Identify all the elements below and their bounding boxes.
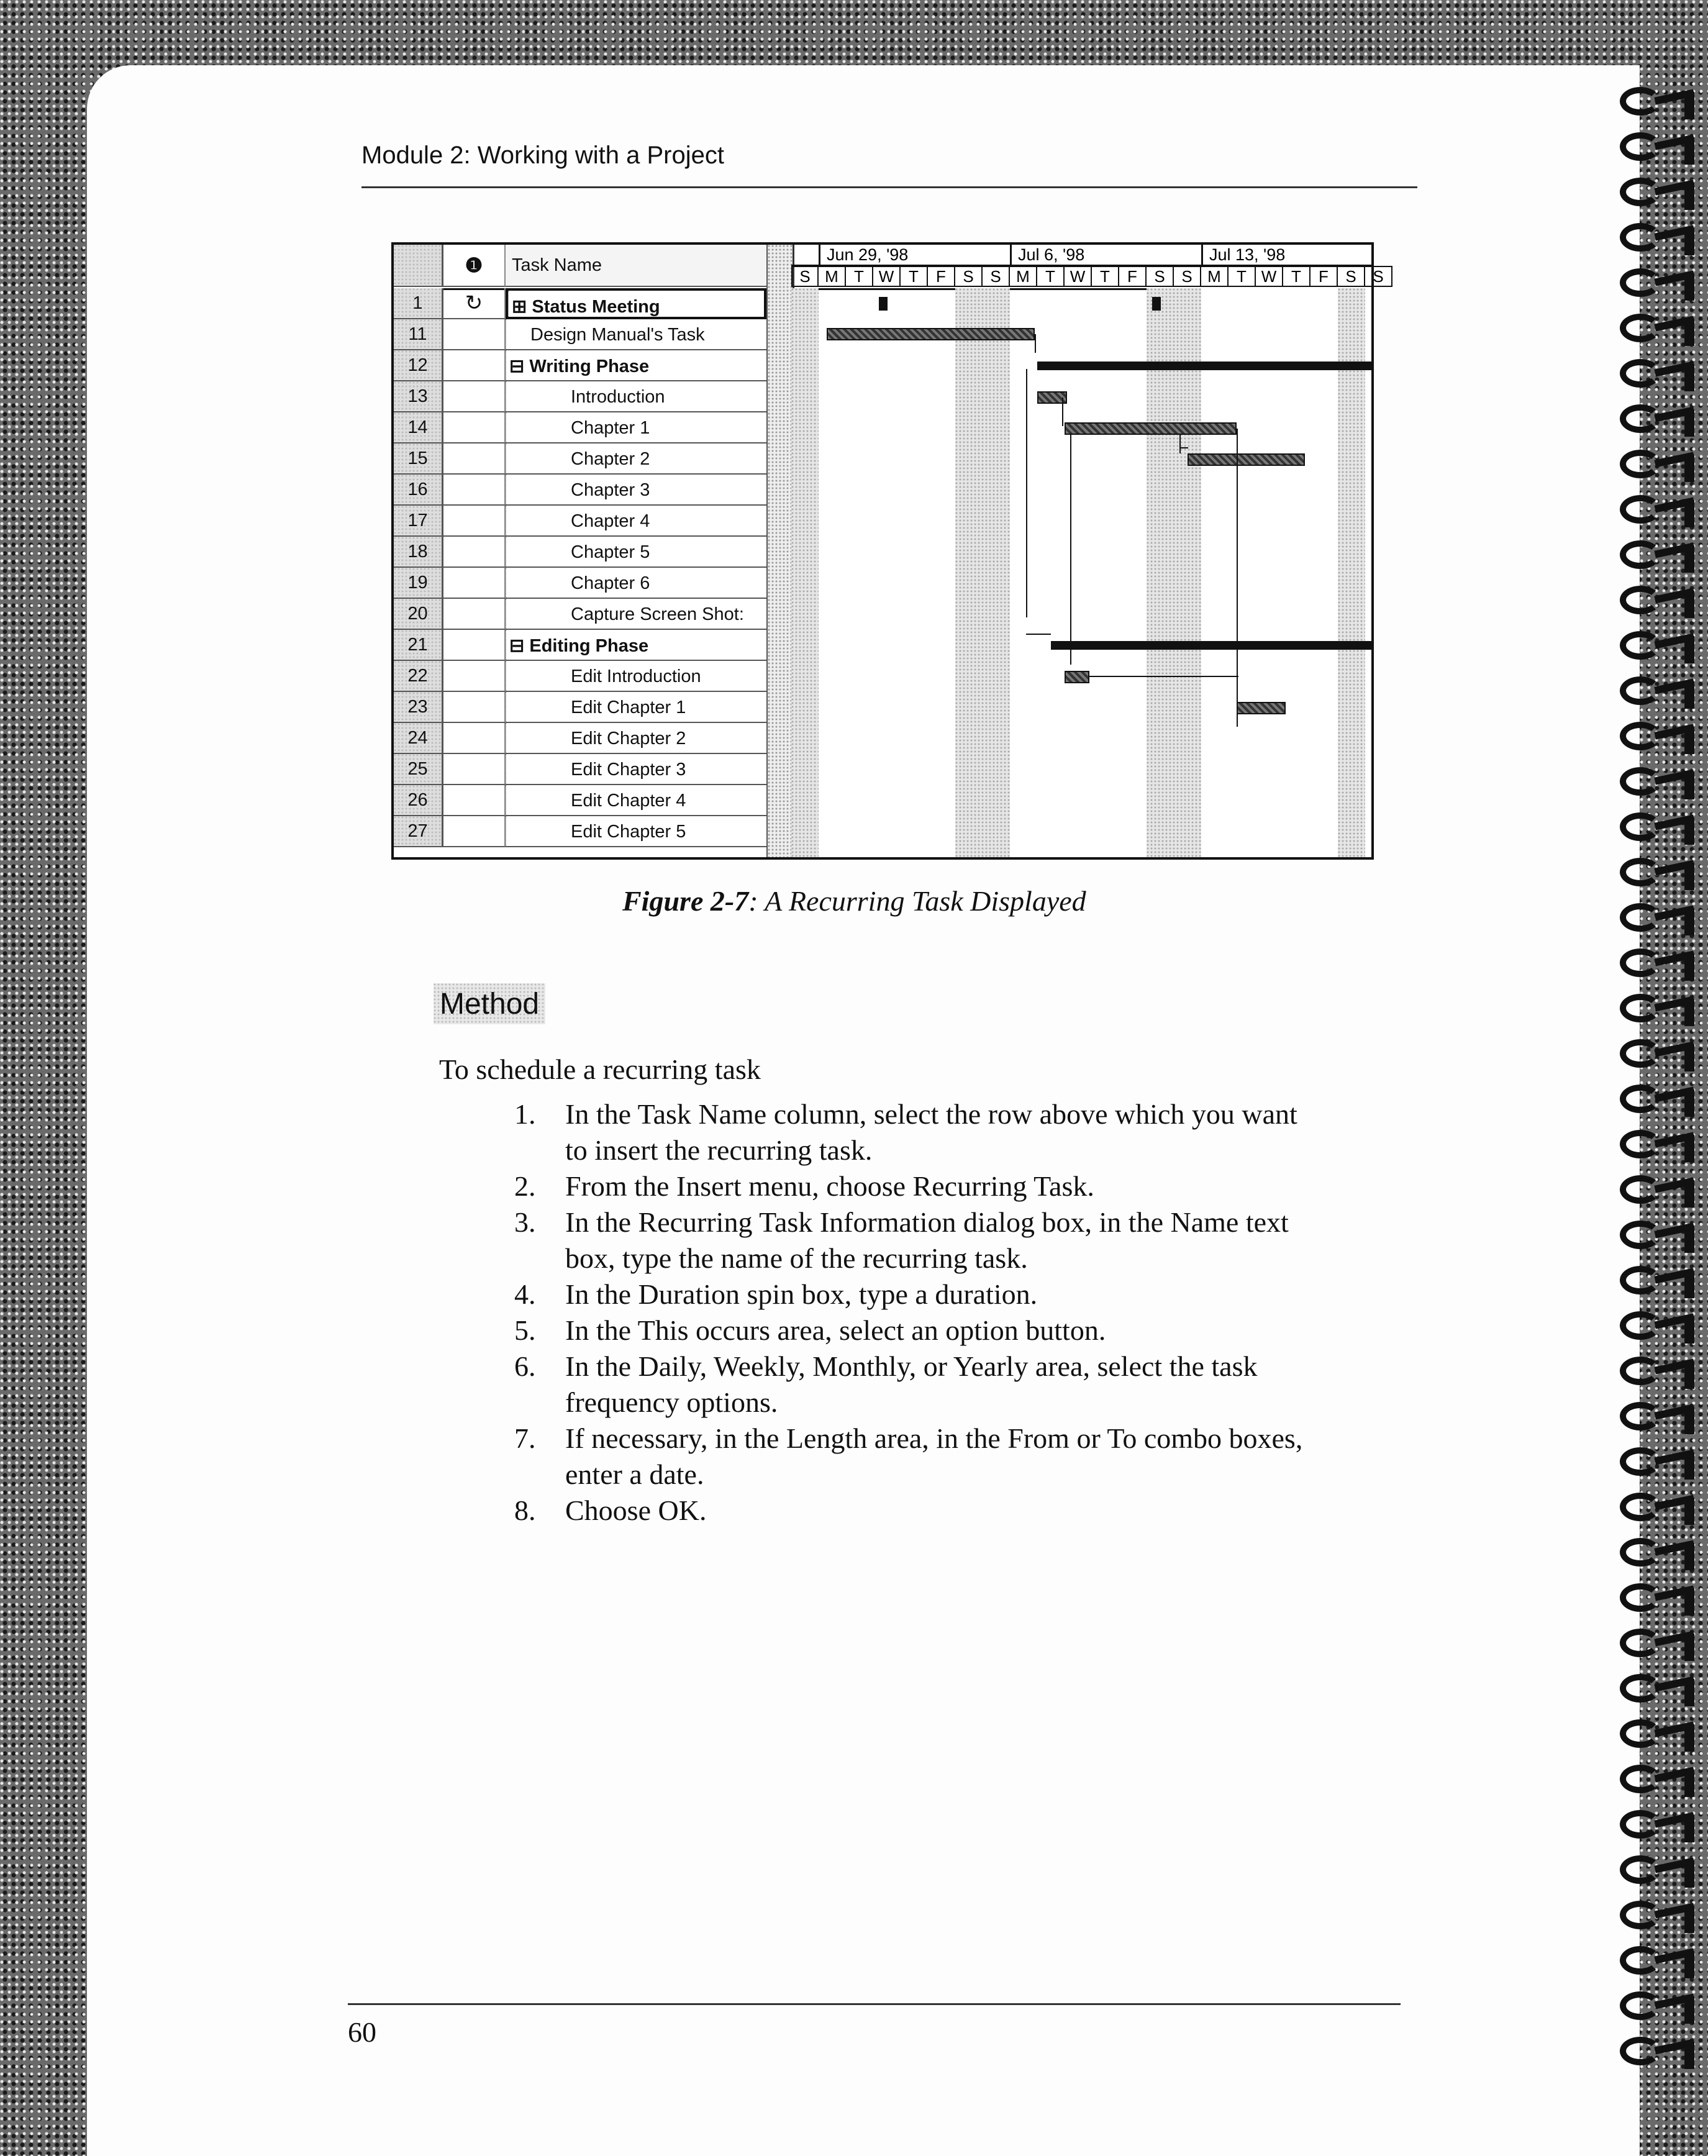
task-name: ⊟ Editing Phase: [509, 635, 649, 656]
binding-ring: [1620, 1901, 1694, 1931]
step-text: If necessary, in the Length area, in the From or To combo boxes, enter a date.: [565, 1422, 1303, 1490]
dependency-link: [1179, 435, 1181, 453]
procedure-step: [514, 1096, 1322, 1168]
binding-ring: [1620, 858, 1694, 888]
step-number: 2.: [514, 1170, 536, 1202]
binding-ring: [1620, 1855, 1694, 1885]
task-name-cell[interactable]: [506, 692, 766, 723]
binding-ring: [1620, 1357, 1694, 1386]
footer-rule: [348, 2003, 1401, 2005]
task-row[interactable]: [394, 506, 791, 537]
binding-ring: [1620, 586, 1694, 616]
indicator-cell: [443, 537, 506, 568]
task-id: 21: [394, 630, 443, 661]
task-id: 12: [394, 350, 443, 381]
indicator-cell: [443, 319, 506, 350]
task-name-cell[interactable]: [506, 506, 766, 537]
binding-ring: [1620, 495, 1694, 525]
task-name-cell[interactable]: [506, 723, 766, 754]
indicator-cell: [443, 785, 506, 816]
task-name: Design Manual's Task: [530, 324, 705, 345]
step-number: 8.: [514, 1494, 536, 1526]
binding-ring: [1620, 1810, 1694, 1840]
running-header: Module 2: Working with a Project: [361, 142, 724, 169]
header-rule: [361, 186, 1417, 188]
binding-ring: [1620, 1311, 1694, 1341]
week-label: Jun 29, '98: [819, 245, 1010, 265]
task-row[interactable]: [394, 692, 791, 723]
indicator-cell: [443, 443, 506, 475]
task-name: Edit Chapter 1: [571, 697, 686, 717]
step-number: 6.: [514, 1350, 536, 1382]
task-name-cell[interactable]: [506, 319, 766, 350]
task-id: 27: [394, 816, 443, 847]
indicator-cell: [443, 475, 506, 506]
week-label: Jul 6, '98: [1010, 245, 1201, 265]
dependency-link: [1026, 634, 1051, 635]
binding-ring: [1620, 314, 1694, 343]
figure-label: Figure 2-7: [622, 885, 749, 917]
binding-ring: [1620, 1266, 1694, 1296]
day-label: T: [1283, 266, 1311, 287]
task-name-column-header: Task Name: [506, 245, 766, 287]
task-id: 23: [394, 692, 443, 723]
nonworking-time-shading: [1338, 288, 1365, 857]
binding-ring: [1620, 1583, 1694, 1613]
gantt-chart-screenshot: [391, 242, 1384, 860]
task-name: Edit Chapter 3: [571, 759, 686, 780]
indicator-cell: [443, 816, 506, 847]
indicator-cell: [443, 412, 506, 443]
nonworking-time-shading: [955, 288, 1010, 857]
task-bar: [827, 328, 1034, 340]
procedure-step: [514, 1493, 1322, 1529]
binding-ring: [1620, 178, 1694, 207]
binding-ring: [1620, 1629, 1694, 1658]
step-text: In the Duration spin box, type a duration.: [565, 1278, 1038, 1310]
task-name-cell[interactable]: [506, 350, 766, 381]
task-id: 19: [394, 568, 443, 599]
task-name: Introduction: [571, 386, 665, 407]
task-name: ⊞ Status Meeting: [512, 296, 660, 317]
step-text: In the Recurring Task Information dialog box, in the Name text box, type the name of the recurring task.: [565, 1206, 1289, 1274]
binding-ring: [1620, 87, 1694, 117]
week-label: Jul 13, '98: [1201, 245, 1392, 265]
day-label: S: [1365, 266, 1392, 287]
spiral-binding: [1615, 87, 1702, 2156]
figure-caption: [622, 885, 1086, 917]
outline-guide: [508, 291, 509, 319]
day-label: F: [1119, 266, 1147, 287]
task-name: Chapter 6: [571, 573, 650, 593]
indicator-cell: [443, 381, 506, 412]
step-number: 1.: [514, 1098, 536, 1130]
task-row[interactable]: [394, 661, 791, 692]
step-number: 5.: [514, 1314, 536, 1346]
task-row[interactable]: [394, 754, 791, 785]
task-row[interactable]: [394, 443, 791, 475]
task-name: Chapter 3: [571, 480, 650, 500]
binding-ring: [1620, 450, 1694, 480]
day-label: S: [791, 266, 819, 287]
task-bar: [1065, 422, 1237, 435]
day-label: S: [983, 266, 1010, 287]
task-id: 11: [394, 319, 443, 350]
summary-bar: [1051, 641, 1371, 650]
step-number: 3.: [514, 1206, 536, 1238]
split-bar: [766, 245, 794, 857]
figure-caption-text: : A Recurring Task Displayed: [748, 885, 1086, 917]
nonworking-time-shading: [791, 288, 819, 857]
dependency-link: [1237, 429, 1238, 727]
task-name: Chapter 2: [571, 448, 650, 469]
task-name-cell[interactable]: [506, 537, 766, 568]
binding-ring: [1620, 994, 1694, 1024]
indicator-cell: [443, 723, 506, 754]
day-label: M: [1010, 266, 1037, 287]
binding-ring: [1620, 1039, 1694, 1069]
binding-ring: [1620, 132, 1694, 162]
day-label: W: [1256, 266, 1283, 287]
task-row[interactable]: [394, 381, 791, 412]
binding-ring: [1620, 1085, 1694, 1114]
task-row[interactable]: [394, 723, 791, 754]
indicator-cell: [443, 599, 506, 630]
task-bar: [1065, 671, 1089, 683]
day-label: T: [1229, 266, 1256, 287]
binding-ring: [1620, 1221, 1694, 1250]
task-id: 20: [394, 599, 443, 630]
day-label: S: [1147, 266, 1174, 287]
day-label: T: [901, 266, 928, 287]
step-text: From the Insert menu, choose Recurring Task.: [565, 1170, 1094, 1202]
binding-ring: [1620, 812, 1694, 842]
binding-ring: [1620, 1175, 1694, 1205]
binding-ring: [1620, 1447, 1694, 1477]
task-row[interactable]: [394, 288, 791, 319]
page-number: 60: [348, 2016, 376, 2048]
task-row[interactable]: [394, 816, 791, 847]
indicator-cell: [443, 630, 506, 661]
binding-ring: [1620, 404, 1694, 434]
task-name: Edit Introduction: [571, 666, 701, 686]
day-label: T: [1092, 266, 1119, 287]
day-label: F: [928, 266, 955, 287]
day-label: W: [1065, 266, 1092, 287]
task-row[interactable]: [394, 537, 791, 568]
indicator-column-header: ❶: [443, 245, 506, 287]
task-name-cell[interactable]: [506, 475, 766, 506]
day-label: M: [819, 266, 846, 287]
task-id: 13: [394, 381, 443, 412]
recurring-meeting-marker: [879, 297, 888, 311]
dependency-link: [1035, 334, 1036, 353]
procedure-step: [514, 1168, 1322, 1204]
recurring-task-icon: ↻: [443, 288, 506, 319]
indicator-cell: [443, 661, 506, 692]
task-id: 16: [394, 475, 443, 506]
task-name-cell[interactable]: [506, 661, 766, 692]
task-id: 25: [394, 754, 443, 785]
binding-ring: [1620, 268, 1694, 298]
task-name: Edit Chapter 2: [571, 728, 686, 748]
task-name-cell[interactable]: [506, 412, 766, 443]
binding-ring: [1620, 948, 1694, 978]
task-bar: [1188, 453, 1305, 466]
binding-ring: [1620, 1674, 1694, 1704]
day-label: T: [846, 266, 873, 287]
dependency-link: [1179, 447, 1188, 448]
task-name-cell[interactable]: [506, 816, 766, 847]
day-label: S: [1338, 266, 1365, 287]
binding-ring: [1620, 2037, 1694, 2067]
indicator-cell: [443, 506, 506, 537]
binding-ring: [1620, 1402, 1694, 1432]
task-row[interactable]: [394, 319, 791, 350]
task-name-cell[interactable]: [506, 599, 766, 630]
task-name-cell[interactable]: [506, 630, 766, 661]
indicator-cell: [443, 568, 506, 599]
day-label: M: [1201, 266, 1229, 287]
step-number: 4.: [514, 1278, 536, 1310]
id-column-header: [394, 245, 443, 287]
binding-ring: [1620, 676, 1694, 706]
task-name-cell[interactable]: [506, 443, 766, 475]
step-text: In the Daily, Weekly, Monthly, or Yearly area, select the task frequency options.: [565, 1350, 1258, 1418]
procedure-step: [514, 1204, 1322, 1276]
task-name-cell[interactable]: [506, 785, 766, 816]
summary-bar: [1037, 362, 1371, 370]
day-label: W: [873, 266, 901, 287]
task-id: 18: [394, 537, 443, 568]
task-id: 1: [394, 288, 443, 319]
task-row[interactable]: [394, 785, 791, 816]
step-text: In the This occurs area, select an option button.: [565, 1314, 1106, 1346]
binding-ring: [1620, 1946, 1694, 1976]
binding-ring: [1620, 223, 1694, 253]
binding-ring: [1620, 722, 1694, 752]
task-name-cell[interactable]: [506, 381, 766, 412]
task-bar: [1237, 702, 1286, 714]
nonworking-time-shading: [1147, 288, 1201, 857]
task-name: Chapter 5: [571, 542, 650, 562]
task-row[interactable]: [394, 599, 791, 630]
indicator-cell: [443, 754, 506, 785]
task-name-cell[interactable]: [506, 754, 766, 785]
day-label: F: [1311, 266, 1338, 287]
day-label: T: [1037, 266, 1065, 287]
indicator-cell: [443, 692, 506, 723]
procedure-steps: [514, 1096, 1322, 1529]
dependency-link: [1070, 435, 1071, 646]
task-row[interactable]: [394, 568, 791, 599]
timescale-chart: [791, 245, 1384, 857]
task-id: 14: [394, 412, 443, 443]
task-row[interactable]: [394, 350, 791, 381]
task-row[interactable]: [394, 630, 791, 661]
binding-ring: [1620, 1719, 1694, 1749]
recurring-meeting-marker: [1152, 297, 1161, 311]
binding-ring: [1620, 631, 1694, 661]
task-name: Chapter 4: [571, 511, 650, 531]
indicator-cell: [443, 350, 506, 381]
dependency-link: [1089, 676, 1238, 677]
procedure-step: [514, 1312, 1322, 1349]
dependency-link: [1070, 642, 1071, 665]
task-name: Capture Screen Shot:: [571, 604, 744, 624]
procedure-intro: To schedule a recurring task: [439, 1053, 761, 1085]
task-id: 26: [394, 785, 443, 816]
dependency-link: [1026, 369, 1027, 617]
step-text: Choose OK.: [565, 1494, 707, 1526]
task-name: ⊟ Writing Phase: [509, 356, 650, 376]
task-id: 24: [394, 723, 443, 754]
step-number: 7.: [514, 1422, 536, 1454]
binding-ring: [1620, 1493, 1694, 1522]
day-label: S: [955, 266, 983, 287]
task-name: Chapter 1: [571, 417, 650, 438]
task-id: 15: [394, 443, 443, 475]
procedure-step: [514, 1276, 1322, 1312]
procedure-step: [514, 1421, 1322, 1493]
method-heading: Method: [434, 983, 545, 1024]
binding-ring: [1620, 767, 1694, 797]
binding-ring: [1620, 359, 1694, 389]
binding-ring: [1620, 1765, 1694, 1794]
task-id: 22: [394, 661, 443, 692]
binding-ring: [1620, 540, 1694, 570]
task-id: 17: [394, 506, 443, 537]
step-text: In the Task Name column, select the row above which you want to insert the recurring task.: [565, 1098, 1297, 1166]
task-name-cell[interactable]: [506, 568, 766, 599]
task-name: Edit Chapter 5: [571, 821, 686, 842]
dependency-link: [1062, 398, 1063, 426]
binding-ring: [1620, 903, 1694, 933]
task-row[interactable]: [394, 412, 791, 443]
binding-ring: [1620, 1991, 1694, 2021]
task-name-cell[interactable]: [506, 288, 766, 319]
task-row[interactable]: [394, 475, 791, 506]
binding-ring: [1620, 1538, 1694, 1568]
binding-ring: [1620, 1130, 1694, 1160]
task-name: Edit Chapter 4: [571, 790, 686, 811]
procedure-step: [514, 1349, 1322, 1421]
day-label: S: [1174, 266, 1201, 287]
